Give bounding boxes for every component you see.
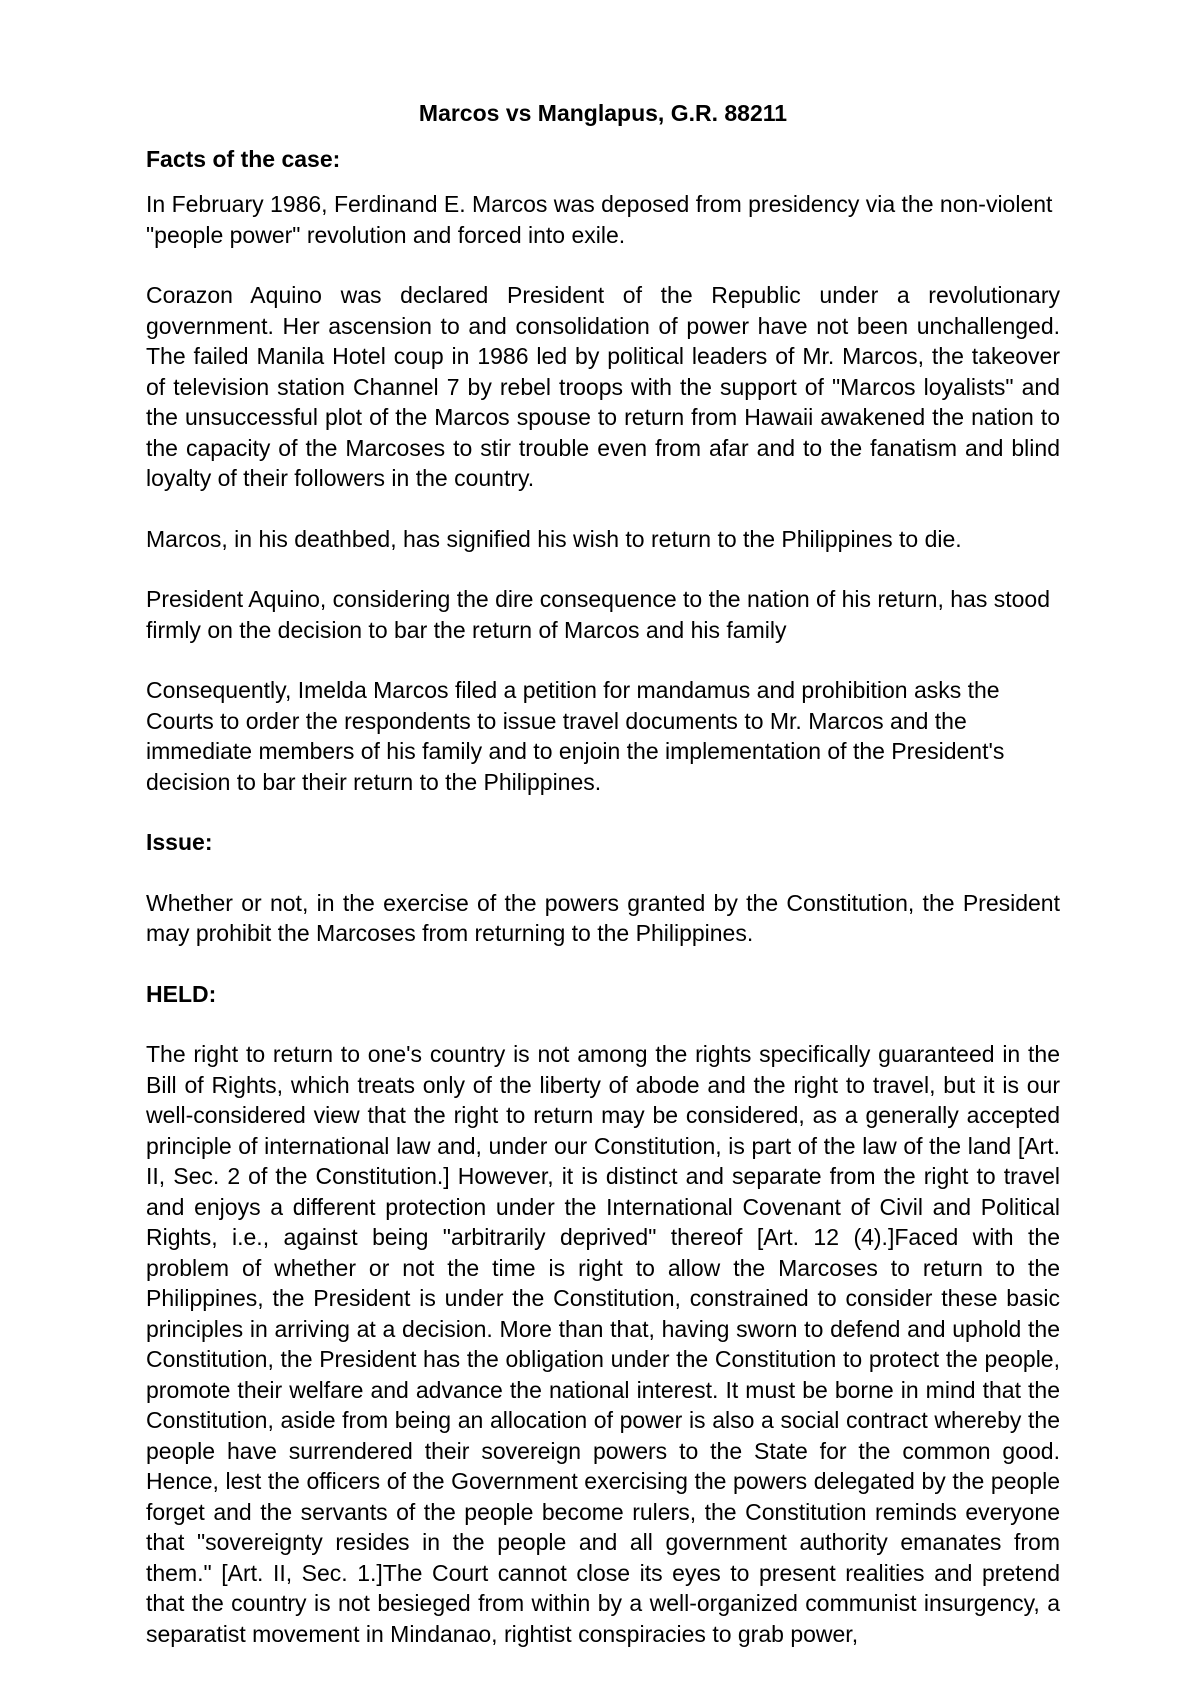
facts-paragraph-2: Corazon Aquino was declared President of the Republic under a revolutionary government. Her ascension to and consolidation of power have not been unchallenged. The failed Manila Hotel coup in 1986 led by political leaders of Mr. Marcos, the takeover of television station Channel 7 by rebel troops with the support of "Marcos loyalists" and the unsuccessful plot of the Marcos spouse to return from Hawaii awakened the nation to the capacity of the Marcoses to stir trouble even from afar and to the fanatism and blind loyalty of their followers in the country. [146, 282, 1060, 491]
facts-heading: Facts of the case: [146, 145, 341, 172]
facts-paragraph-4: President Aquino, considering the dire consequence to the nation of his return, has stood firmly on the decision to bar the return of Marcos and his family [146, 586, 1050, 643]
held-heading: HELD: [146, 980, 217, 1007]
facts-paragraph-1: In February 1986, Ferdinand E. Marcos was deposed from presidency via the non-violent "people power" revolution and forced into exile. [146, 191, 1053, 248]
issue-heading: Issue: [146, 829, 213, 855]
facts-paragraph-5: Consequently, Imelda Marcos filed a petition for mandamus and prohibition asks the Courts to order the respondents to issue travel documents to Mr. Marcos and the immediate members of his family and to enjoin the implementation of the President's decision to bar their return to the Philippines. [146, 677, 1005, 795]
held-paragraph: The right to return to one's country is not among the rights specifically guaranteed in the Bill of Rights, which treats only of the liberty of abode and the right to travel, but it is our well-considered view that the right to return may be considered, as a generally accepted principle of international law and, under our Constitution, is part of the law of the land [Art. II, Sec. 2 of the Constitution.] However, it is distinct and separate from the right to travel and enjoys a different protection under the International Covenant of Civil and Political Rights, i.e., against being "arbitrarily deprived" thereof [Art. 12 (4).]Faced with the problem of whether or not the time is right to allow the Marcoses to return to the Philippines, the President is under the Constitution, constrained to consider these basic principles in arriving at a decision. More than that, having sworn to defend and uphold the Constitution, the President has the obligation under the Constitution to protect the people, promote their welfare and advance the national interest. It must be borne in mind that the Constitution, aside from being an allocation of power is also a social contract whereby the people have surrendered their sovereign powers to the State for the common good. Hence, lest the officers of the Government exercising the powers delegated by the people forget and the servants of the people become rulers, the Constitution reminds everyone that "sovereignty resides in the people and all government authority emanates from them." [Art. II, Sec. 1.]The Court cannot close its eyes to present realities and pretend that the country is not besieged from within by a well-organized communist insurgency, a separatist movement in Mindanao, rightist conspiracies to grab power, [146, 1041, 1060, 1647]
document-page [146, 98, 1060, 1679]
document-title: Marcos vs Manglapus, G.R. 88211 [418, 100, 788, 126]
issue-paragraph: Whether or not, in the exercise of the powers granted by the Constitution, the President may prohibit the Marcoses from returning to the Philippines. [146, 889, 1060, 946]
facts-paragraph-3: Marcos, in his deathbed, has signified his wish to return to the Philippines to die. [146, 525, 962, 552]
